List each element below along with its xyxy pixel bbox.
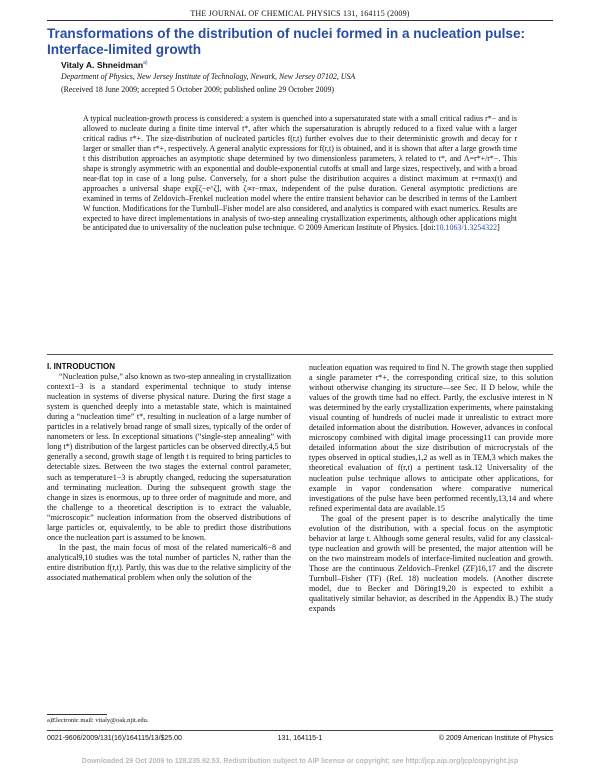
footer-copyright: © 2009 American Institute of Physics — [438, 735, 553, 742]
intro-paragraph-3: The goal of the present paper is to describe analytically the time evolution of the distribution, with a special focus on the asymptotic behavior at large t. Although some general results, valid for any classical-type nucleation and growth will be presented, the major attention will be on the two mainstream models of interface-limited nucleation and growth. Those are the continuous Zeldovich–Frenkel (ZF)16,17 and the discrete Turnbull–Fisher (TF) (Ref. 18) nucleation models. (Another discrete model, due to Becker and Döring19,20 is expected to exhibit a qualitatively similar behavior, as described in the Appendix B.) The study expands — [309, 513, 553, 614]
section-heading: I. INTRODUCTION — [47, 362, 115, 371]
doi-suffix: ] — [497, 223, 500, 233]
abstract-text: A typical nucleation-growth process is considered: a system is quenched into a supersaturated state with a small critical radius r*− and is allowed to nucleate during a finite time interval t*, after which the supersaturation is abruptly reduced to a fixed value with a larger critical radius r*+. The size-distribution of nucleated particles f(r,t) further evolves due to their deterministic growth and decay for r larger or smaller than r*+, respectively. A general analytic expressions for f(r,t) is obtained, and it is shown that after a large growth time t this distribution approaches an asymptotic shape determined by two dimensionless parameters, λ related to t*, and Λ=r*+/r*−. This shape is strongly asymmetric with an exponential and double-exponential cutoffs at small and large sizes, respectively, and with a broad near-flat top in case of a long pulse. Conversely, for a short pulse the distribution acquires a distinct maximum at r=rmax(t) and approaches a universal shape exp[ζ−e^ζ], with ζ∝r−rmax, independent of the pulse duration. General asymptotic predictions are examined in terms of Zeldovich–Frenkel nucleation model where the entire transient behavior can be described in terms of the Lambert W function. Modifications for the Turnbull–Fisher model are also considered, and analytics is compared with exact numerics. Results are expected to have direct implementations in analysis of two-step annealing crystallization experiments, although other applications might be anticipated due to universality of the nucleation pulse technique. © 2009 American Institute of Physics. — [83, 114, 517, 233]
footer-code: 0021-9606/2009/131(16)/164115/13/$25.00 — [47, 735, 182, 742]
abstract-rule — [47, 354, 553, 355]
intro-paragraph-1: “Nucleation pulse,” also known as two-step annealing in crystallization context1−3 is a standard experimental technique to study intense nucleation in systems of diverse physical nature. During the first stage a system is quenched deeply into a metastable state, which is maintained during a “nucleation time” t*, resulting in nucleation of a large number of particles in a relatively broad range of small sizes, typically of the order of nanometers or less. In exceptional situations (“single-step annealing” with long t*) distribution of the largest particles can be observed directly,4,5 but generally a second, growth stage of length t is required to bring particles to detectable sizes. Between the two stages the external control parameter, such as temperature1−3 is abruptly changed, reducing the supersaturation and terminating nucleation. During the subsequent growth stage the change in sizes is enormous, up to three order of magnitude and more, and the challenge to a theoretical description is to extract the valuable, “microscopic” nucleation information from the observed distributions of large particles or, equivalently, to be able to predict those distributions once the nucleation part is assumed to be known. — [47, 372, 291, 542]
left-column — [47, 362, 291, 583]
header-rule — [47, 20, 553, 21]
doi-prefix: [doi: — [420, 223, 436, 233]
author-footnote-mark[interactable]: a) — [143, 60, 148, 67]
footer-rule — [47, 730, 553, 731]
author-name: Vitaly A. Shneidman — [61, 60, 144, 70]
abstract — [83, 114, 517, 233]
footer-page-number: 131, 164115-1 — [277, 735, 323, 742]
right-column — [309, 363, 553, 614]
affiliation: Department of Physics, New Jersey Institute of Technology, Newark, New Jersey 07102, USA — [61, 72, 356, 81]
intro-paragraph-2: In the past, the main focus of most of the related numerical6−8 and analytical9,10 studies was the total number of particles N, rather than the entire distribution f(r,t). Partly, this was due to the relative simplicity of the associated mathematical problem when only the solution of the — [47, 542, 291, 582]
footnote: a)Electronic mail: vitaly@oak.njit.edu. — [47, 717, 149, 724]
footnote-rule — [47, 714, 107, 715]
doi-link[interactable]: 10.1063/1.3254322 — [435, 223, 498, 233]
download-watermark: Downloaded 29 Oct 2009 to 128.235.92.53. Redistribution subject to AIP license or copyright; see http://jcp.aip.org/jcp/copyright.jsp — [81, 758, 519, 765]
received-dates: (Received 18 June 2009; accepted 5 October 2009; published online 29 October 2009) — [61, 85, 335, 94]
intro-paragraph-continued: nucleation equation was required to find N. The growth stage then supplied a single parameter r*+, the corresponding critical size, to this solution without otherwise changing its structure—see Sec. II D below, while the values of the growth time had no effect. Partly, the exclusive interest in N was determined by the early crystallization experiments, where painstaking visual counting of hundreds of nuclei made it unrealistic to extract more detailed information about the distribution. However, advances in confocal microscopy combined with digital image processing11 can provide more detailed information about the size distribution of microcrystals of the types observed in optical studies,1,2 as well as in TEM,3 which makes the theoretical evaluation of f(r,t) a pertinent task.12 Universality of the nucleation pulse technique allows to anticipate other applications, for example in vapor condensation where comparative numerical investigations of the pulse have been performed recently,13,14 and where refined experimental data are available.15 — [309, 363, 553, 513]
author-line — [61, 60, 148, 70]
article-title: Transformations of the distribution of nuclei formed in a nucleation pulse: Interface-limited growth — [47, 26, 526, 57]
journal-header: THE JOURNAL OF CHEMICAL PHYSICS 131, 164115 (2009) — [190, 9, 410, 18]
